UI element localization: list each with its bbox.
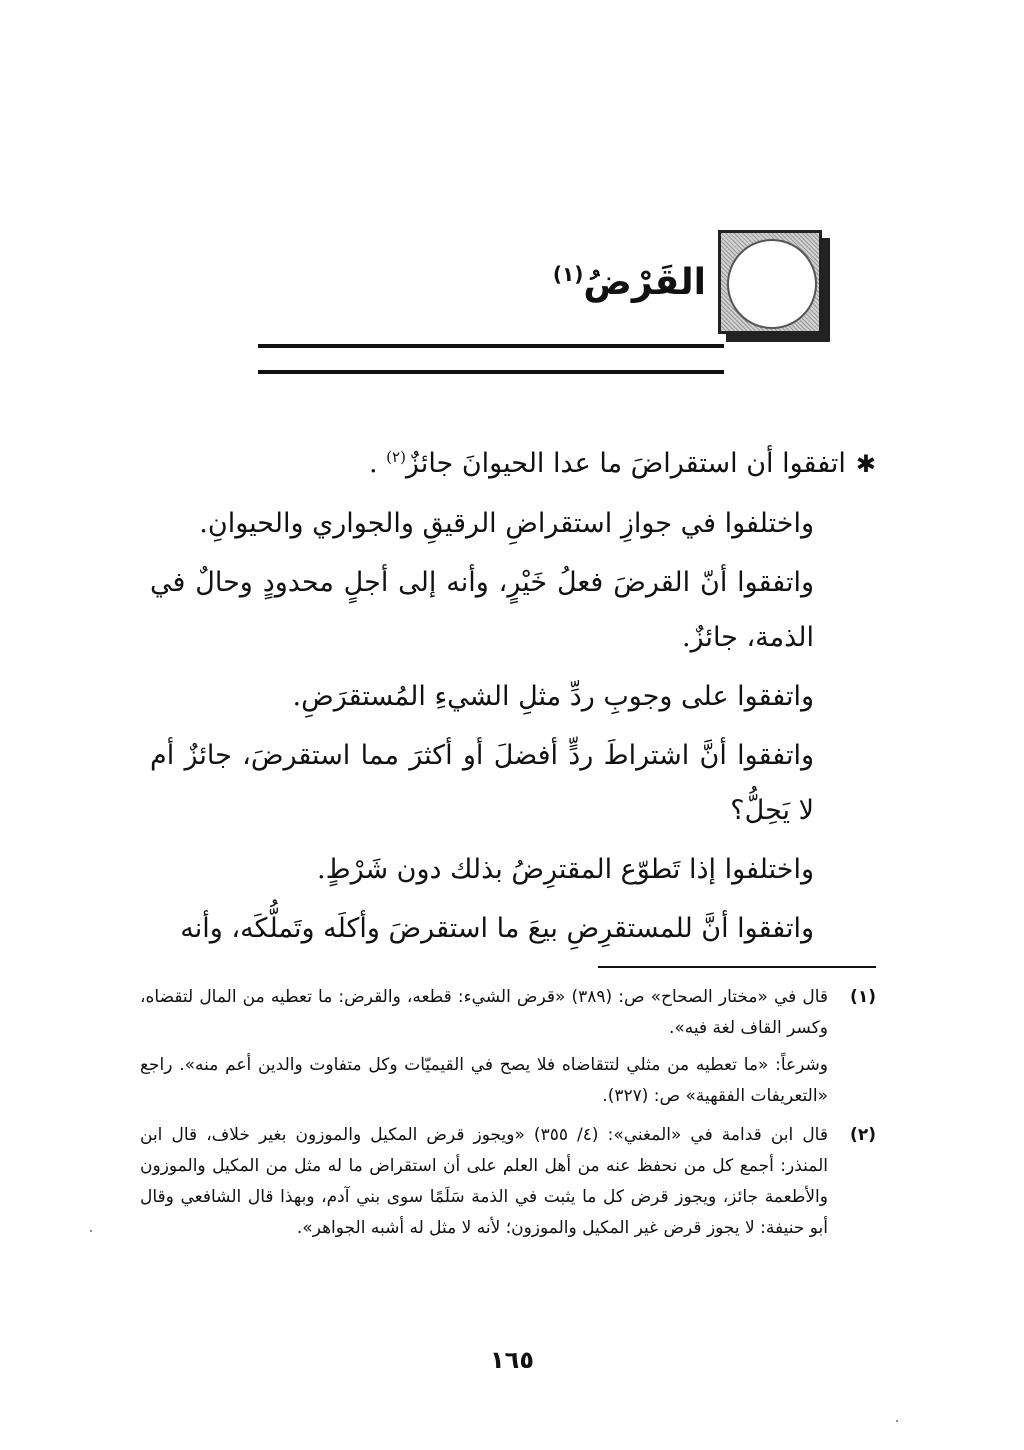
scan-speck	[896, 1420, 898, 1422]
asterisk-bullet-icon: ✱	[855, 450, 876, 478]
footnote-2	[140, 1120, 876, 1244]
paragraph: واتفقوا أنَّ للمستقرِضِ بيعَ ما استقرضَ وأكلَه وتَملُّكَه، وأنه	[180, 913, 814, 944]
footnote-1-continuation: وشرعاً: «ما تعطيه من مثلي لتتقاضاه فلا يصح في القيميّات وكل متفاوت والدين أعم منه». راجع «التعريفات الفقهية» ص: (٣٢٧).	[140, 1055, 828, 1106]
title-rule-bottom	[258, 370, 724, 374]
footnote-body	[140, 982, 828, 1044]
paragraph-text: اتفقوا أن استقراضَ ما عدا الحيوانَ جائزٌ	[405, 448, 846, 479]
footnote-number: (١)	[850, 987, 876, 1007]
main-text	[150, 430, 876, 960]
footnote-1	[140, 982, 876, 1044]
chapter-emblem	[718, 230, 822, 334]
footnote-body	[140, 1120, 828, 1244]
footnote-text: قال في «مختار الصحاح» ص: (٣٨٩) «قرض الشيء: قطعه، والقرض: ما تعطيه من المال لتقضاه، وكسر القاف لغة فيه».	[140, 987, 829, 1038]
paragraph: واتفقوا أنَّ اشتراطَ ردٍّ أفضلَ أو أكثرَ مما استقرضَ، جائزٌ أم لا يَحِلُّ؟	[150, 740, 814, 826]
scan-speck	[90, 1230, 92, 1232]
paragraph: واتفقوا على وجوبِ ردِّ مثلِ الشيءِ المُستقرَضِ.	[292, 681, 814, 712]
footnote-separator	[598, 966, 876, 968]
paragraph-end: .	[368, 448, 387, 479]
footnotes	[140, 982, 876, 1250]
paragraph: واتفقوا أنّ القرضَ فعلُ خَيْرٍ، وأنه إلى أجلٍ محدودٍ وحالٌ في الذمة، جائزٌ.	[150, 567, 814, 653]
paragraph: واختلفوا في جوازِ استقراضِ الرقيقِ والجواري والحيوانِ.	[199, 508, 814, 539]
page-number: ١٦٥	[490, 1346, 534, 1374]
paragraph: واختلفوا إذا تَطوّع المقترِضُ بذلك دون شَرْطٍ.	[317, 854, 814, 885]
footnote-number: (٢)	[850, 1125, 876, 1145]
footnote-text: قال ابن قدامة في «المغني»: (٤/ ٣٥٥) «ويجوز قرض المكيل والموزون بغير خلاف، قال ابن المنذر: أجمع كل من نحفظ عنه من أهل العلم على أن استقراض ما له مثل من المكيل والموزون والأطعمة جائز، ويجوز قرض كل ما يثبت في الذمة سَلَمًا سوى بني آدم، وبهذا قال الشافعي وقال أبو حنيفة: لا يجوز قرض غير المكيل والموزون؛ لأنه لا مثل له أشبه الجواهر».	[140, 1125, 828, 1238]
paragraph	[150, 430, 876, 492]
title-rule-top	[258, 344, 724, 348]
chapter-title-text: القَرْضُ	[583, 262, 706, 303]
emblem-circle	[727, 239, 817, 329]
footnote-ref: (٢)	[386, 448, 406, 466]
chapter-title-footnote-ref: (١)	[552, 262, 584, 286]
chapter-title	[553, 262, 706, 303]
